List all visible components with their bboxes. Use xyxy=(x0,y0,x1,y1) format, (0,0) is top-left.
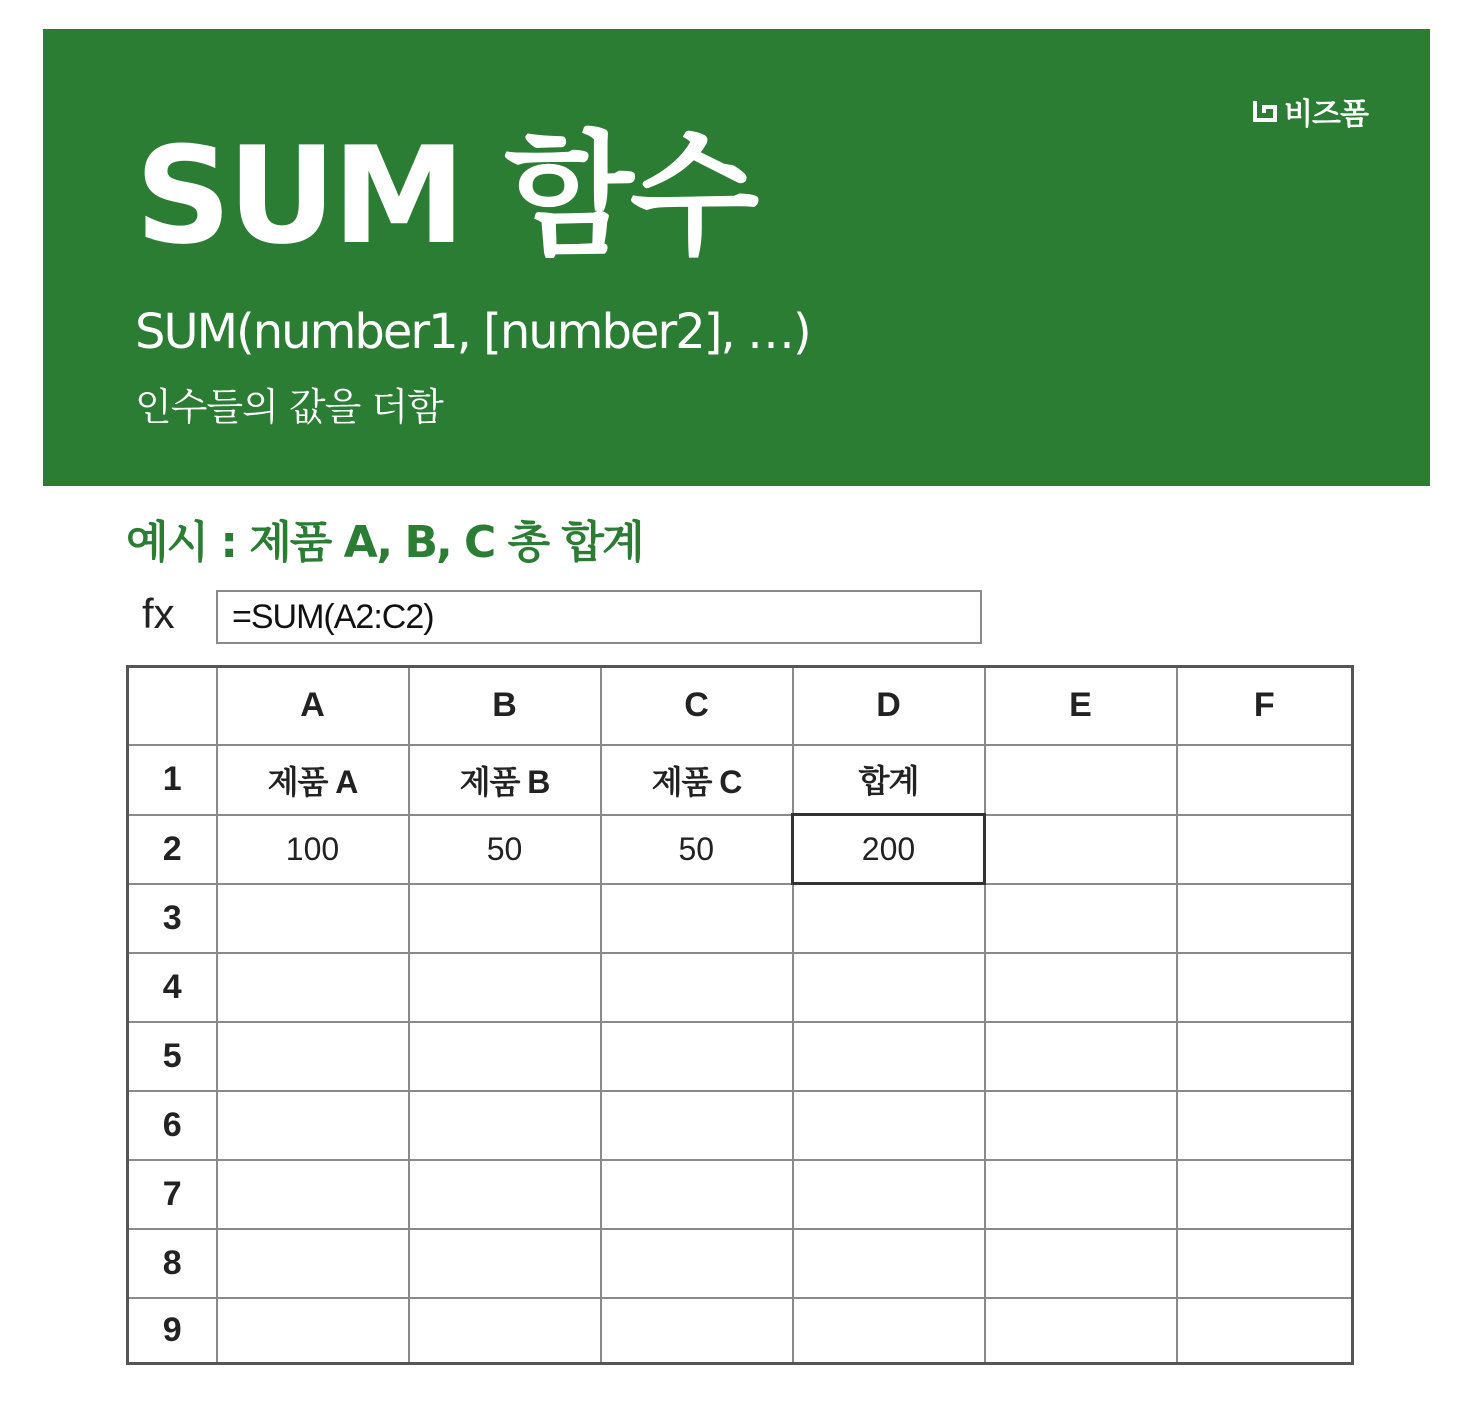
cell[interactable] xyxy=(793,1022,985,1091)
cell[interactable] xyxy=(217,1298,409,1364)
cell[interactable] xyxy=(601,953,793,1022)
column-header-a[interactable]: A xyxy=(217,667,409,745)
cell[interactable] xyxy=(217,953,409,1022)
row-header[interactable]: 8 xyxy=(128,1229,217,1298)
row-header[interactable]: 1 xyxy=(128,745,217,815)
column-header-e[interactable]: E xyxy=(985,667,1177,745)
column-header-c[interactable]: C xyxy=(601,667,793,745)
cell[interactable] xyxy=(217,1091,409,1160)
cell[interactable] xyxy=(409,1229,601,1298)
table-row xyxy=(128,745,1353,815)
cell[interactable] xyxy=(409,1160,601,1229)
cell[interactable] xyxy=(601,1229,793,1298)
cell[interactable] xyxy=(1177,884,1353,953)
cell-c1[interactable]: 제품 C xyxy=(601,745,793,815)
function-syntax: SUM(number1, [number2], …) xyxy=(135,304,810,360)
table-row xyxy=(128,1022,1353,1091)
cell[interactable] xyxy=(985,1160,1177,1229)
cell[interactable] xyxy=(217,884,409,953)
column-header-d[interactable]: D xyxy=(793,667,985,745)
cell-c2[interactable]: 50 xyxy=(601,815,793,884)
table-row xyxy=(128,1091,1353,1160)
cell-e1[interactable] xyxy=(985,745,1177,815)
cell[interactable] xyxy=(985,1298,1177,1364)
cell[interactable] xyxy=(985,953,1177,1022)
cell[interactable] xyxy=(793,1229,985,1298)
cell[interactable] xyxy=(793,1298,985,1364)
cell[interactable] xyxy=(985,1091,1177,1160)
cell[interactable] xyxy=(217,1229,409,1298)
function-description: 인수들의 값을 더함 xyxy=(135,385,443,429)
cell[interactable] xyxy=(1177,1022,1353,1091)
column-header-f[interactable]: F xyxy=(1177,667,1353,745)
row-header[interactable]: 7 xyxy=(128,1160,217,1229)
formula-bar[interactable] xyxy=(216,590,982,644)
column-header-b[interactable]: B xyxy=(409,667,601,745)
cell[interactable] xyxy=(409,1022,601,1091)
cell[interactable] xyxy=(601,1091,793,1160)
row-header[interactable]: 5 xyxy=(128,1022,217,1091)
table-row xyxy=(128,1160,1353,1229)
spreadsheet-grid xyxy=(126,665,1354,1365)
cell[interactable] xyxy=(1177,1160,1353,1229)
cell-d1[interactable]: 합계 xyxy=(793,745,985,815)
cell-f1[interactable] xyxy=(1177,745,1353,815)
brand-logo xyxy=(1252,89,1368,133)
cell[interactable] xyxy=(409,1091,601,1160)
cell[interactable] xyxy=(985,1022,1177,1091)
row-header[interactable]: 4 xyxy=(128,953,217,1022)
cell[interactable] xyxy=(793,884,985,953)
cell-d2-active[interactable]: 200 xyxy=(793,815,985,884)
cell[interactable] xyxy=(1177,953,1353,1022)
cell[interactable] xyxy=(1177,1229,1353,1298)
cell[interactable] xyxy=(793,1091,985,1160)
cell[interactable] xyxy=(985,884,1177,953)
page-title: SUM 함수 xyxy=(135,118,756,274)
table-row xyxy=(128,815,1353,884)
cell-f2[interactable] xyxy=(1177,815,1353,884)
cell-b2[interactable]: 50 xyxy=(409,815,601,884)
cell[interactable] xyxy=(1177,1091,1353,1160)
cell-b1[interactable]: 제품 B xyxy=(409,745,601,815)
cell[interactable] xyxy=(601,1160,793,1229)
row-header[interactable]: 2 xyxy=(128,815,217,884)
cell-a1[interactable]: 제품 A xyxy=(217,745,409,815)
cell-a2[interactable]: 100 xyxy=(217,815,409,884)
logo-text: 비즈폼 xyxy=(1284,97,1368,132)
table-row xyxy=(128,953,1353,1022)
table-row xyxy=(128,1229,1353,1298)
cell[interactable] xyxy=(985,1229,1177,1298)
cell[interactable] xyxy=(793,953,985,1022)
cell[interactable] xyxy=(601,884,793,953)
cell[interactable] xyxy=(409,884,601,953)
cell[interactable] xyxy=(217,1160,409,1229)
row-header[interactable]: 9 xyxy=(128,1298,217,1364)
row-header[interactable]: 6 xyxy=(128,1091,217,1160)
fx-label: fx xyxy=(142,590,175,637)
table-row xyxy=(128,1298,1353,1364)
formula-text: =SUM(A2:C2) xyxy=(232,597,434,636)
cell-e2[interactable] xyxy=(985,815,1177,884)
example-heading: 예시 : 제품 A, B, C 총 합계 xyxy=(126,517,643,568)
cell[interactable] xyxy=(1177,1298,1353,1364)
bizforms-logo-icon xyxy=(1252,98,1278,124)
column-header-row xyxy=(128,667,1353,745)
cell[interactable] xyxy=(601,1022,793,1091)
cell[interactable] xyxy=(793,1160,985,1229)
row-header[interactable]: 3 xyxy=(128,884,217,953)
cell[interactable] xyxy=(409,1298,601,1364)
table-row xyxy=(128,884,1353,953)
corner-cell[interactable] xyxy=(128,667,217,745)
cell[interactable] xyxy=(217,1022,409,1091)
cell[interactable] xyxy=(409,953,601,1022)
title-banner xyxy=(43,29,1430,486)
cell[interactable] xyxy=(601,1298,793,1364)
